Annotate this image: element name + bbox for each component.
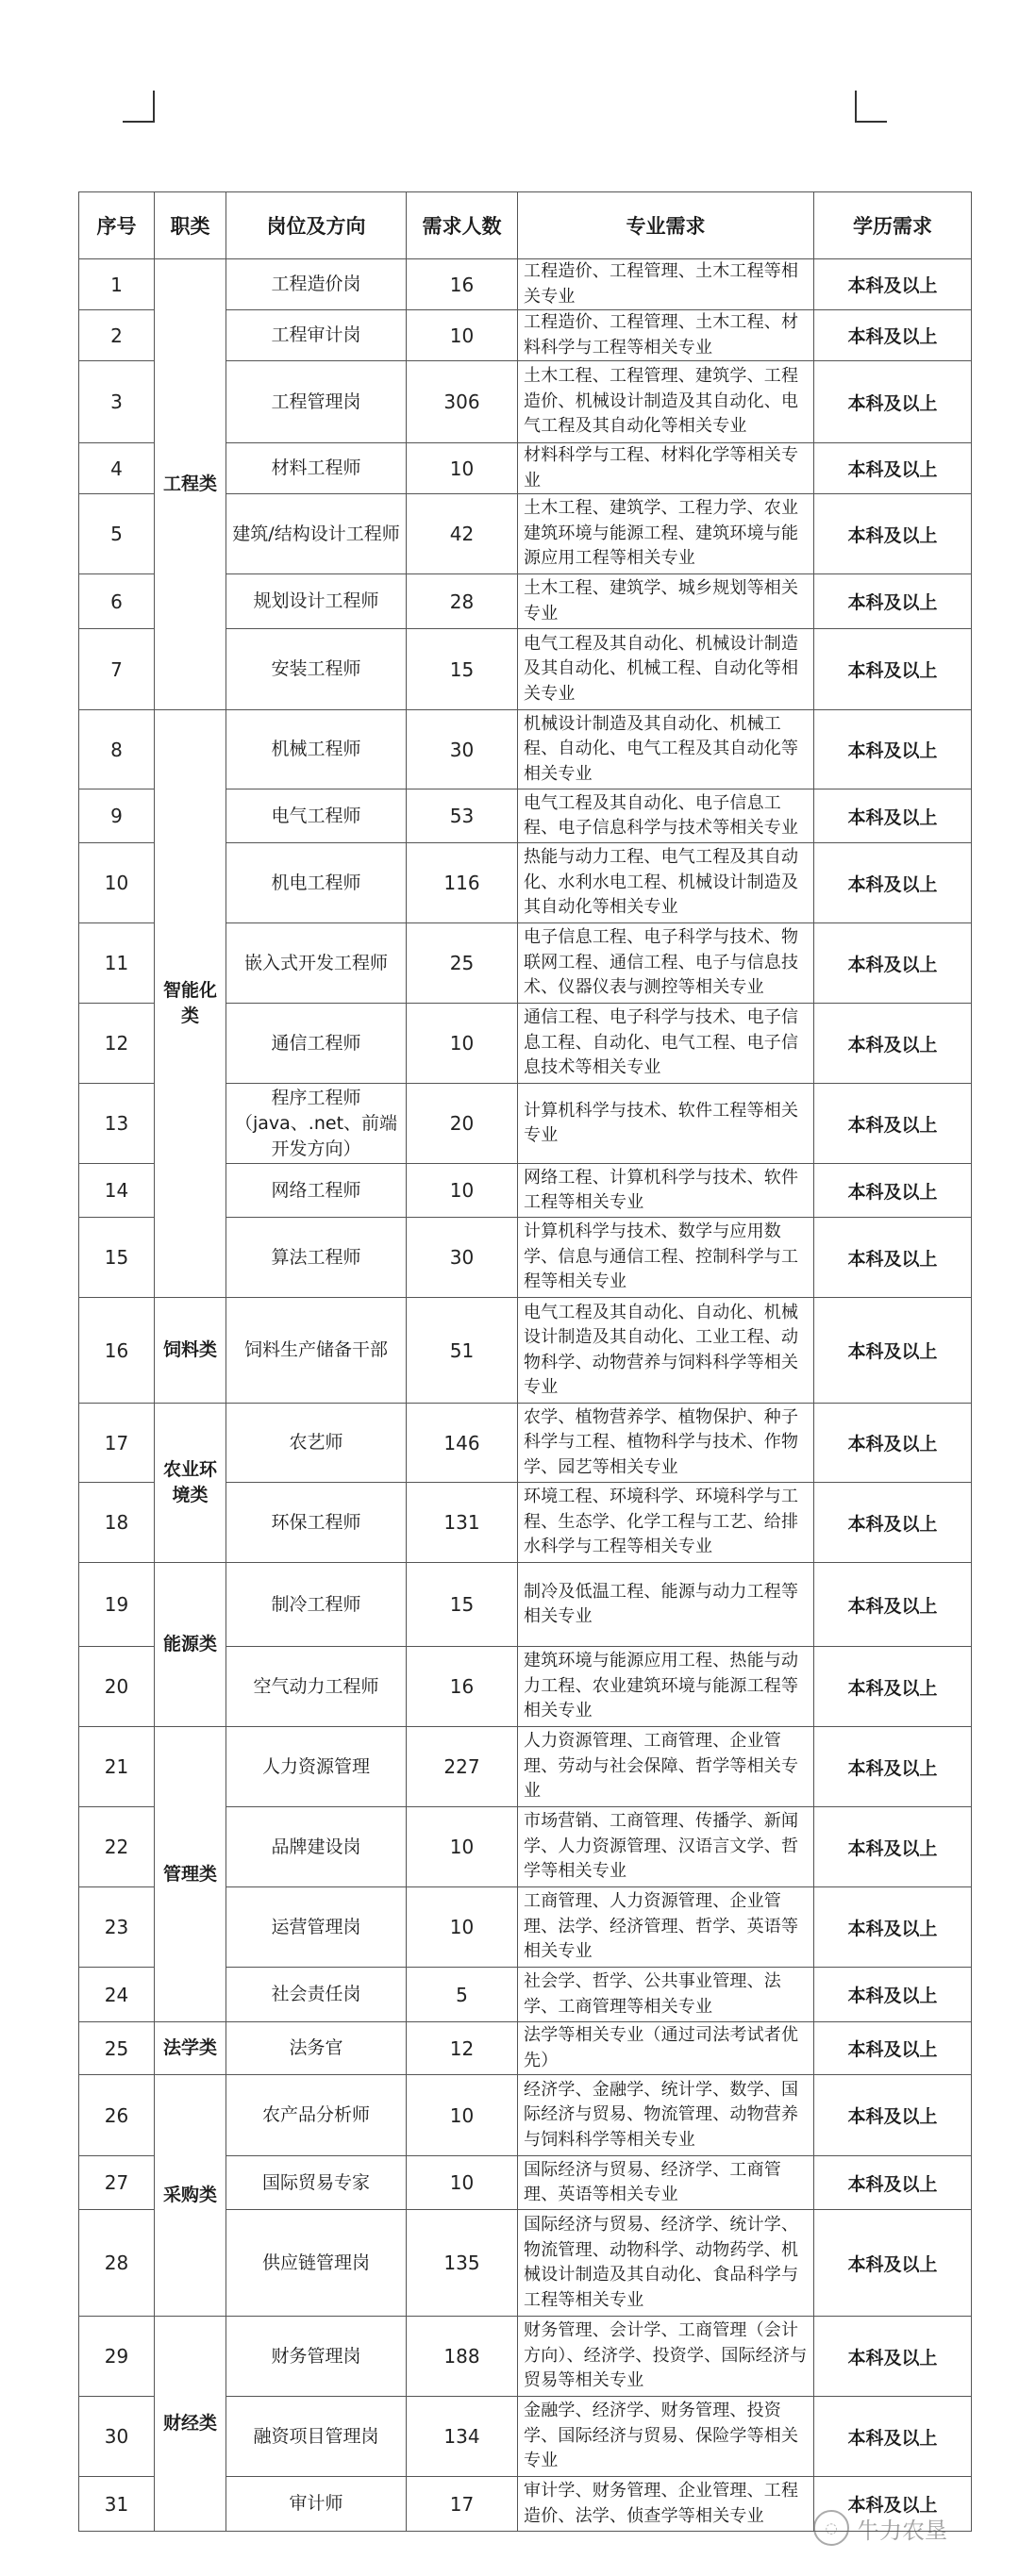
row-category: 采购类	[155, 2075, 226, 2317]
row-category: 管理类	[155, 1727, 226, 2022]
table-body	[79, 259, 972, 2532]
row-category: 农业环境类	[155, 1404, 226, 1563]
row-major: 工程造价、工程管理、土木工程等相关专业	[518, 259, 814, 310]
header-position: 岗位及方向	[226, 192, 407, 259]
row-major: 社会学、哲学、公共事业管理、法学、工商管理等相关专业	[518, 1968, 814, 2022]
row-major: 经济学、金融学、统计学、数学、国际经济与贸易、物流管理、动物营养与饲料科学等相关专业	[518, 2075, 814, 2156]
row-serial: 15	[79, 1218, 155, 1298]
row-position: 空气动力工程师	[226, 1647, 407, 1727]
row-serial: 26	[79, 2075, 155, 2156]
row-position: 安装工程师	[226, 629, 407, 710]
row-headcount: 10	[407, 1004, 518, 1084]
row-major: 电气工程及其自动化、机械设计制造及其自动化、机械工程、自动化等相关专业	[518, 629, 814, 710]
row-major: 法学等相关专业（通过司法考试者优先）	[518, 2022, 814, 2075]
row-serial: 19	[79, 1563, 155, 1647]
row-position: 工程管理岗	[226, 361, 407, 443]
row-headcount: 28	[407, 574, 518, 629]
row-major: 电子信息工程、电子科学与技术、物联网工程、通信工程、电子与信息技术、仪器仪表与测控等相关专业	[518, 923, 814, 1004]
row-major: 计算机科学与技术、数学与应用数学、信息与通信工程、控制科学与工程等相关专业	[518, 1218, 814, 1298]
row-position: 融资项目管理岗	[226, 2397, 407, 2477]
row-major: 材料科学与工程、材料化学等相关专业	[518, 443, 814, 494]
row-position: 国际贸易专家	[226, 2156, 407, 2210]
row-major: 计算机科学与技术、软件工程等相关专业	[518, 1084, 814, 1164]
row-major: 土木工程、建筑学、工程力学、农业建筑环境与能源工程、建筑环境与能源应用工程等相关专业	[518, 494, 814, 574]
table-row	[79, 710, 972, 789]
row-headcount: 134	[407, 2397, 518, 2477]
row-headcount: 25	[407, 923, 518, 1004]
row-headcount: 53	[407, 789, 518, 843]
row-headcount: 10	[407, 2075, 518, 2156]
row-education: 本科及以上	[814, 2477, 972, 2532]
recruitment-table	[78, 191, 972, 2532]
row-position: 法务官	[226, 2022, 407, 2075]
table-row	[79, 1563, 972, 1647]
row-serial: 1	[79, 259, 155, 310]
row-headcount: 15	[407, 629, 518, 710]
row-major: 电气工程及其自动化、电子信息工程、电子信息科学与技术等相关专业	[518, 789, 814, 843]
row-category: 能源类	[155, 1563, 226, 1727]
row-major: 环境工程、环境科学、环境科学与工程、生态学、化学工程与工艺、给排水科学与工程等相关专业	[518, 1483, 814, 1563]
row-position: 材料工程师	[226, 443, 407, 494]
row-headcount: 30	[407, 710, 518, 789]
row-education: 本科及以上	[814, 2075, 972, 2156]
row-serial: 16	[79, 1298, 155, 1404]
row-education: 本科及以上	[814, 2317, 972, 2397]
row-position: 供应链管理岗	[226, 2210, 407, 2317]
row-category: 智能化类	[155, 710, 226, 1298]
row-position: 算法工程师	[226, 1218, 407, 1298]
row-major: 建筑环境与能源应用工程、热能与动力工程、农业建筑环境与能源工程等相关专业	[518, 1647, 814, 1727]
row-position: 工程审计岗	[226, 310, 407, 361]
row-position: 社会责任岗	[226, 1968, 407, 2022]
row-education: 本科及以上	[814, 1483, 972, 1563]
row-major: 人力资源管理、工商管理、企业管理、劳动与社会保障、哲学等相关专业	[518, 1727, 814, 1807]
row-position: 制冷工程师	[226, 1563, 407, 1647]
row-headcount: 10	[407, 1887, 518, 1968]
table-row	[79, 1298, 972, 1404]
row-major: 金融学、经济学、财务管理、投资学、国际经济与贸易、保险学等相关专业	[518, 2397, 814, 2477]
row-serial: 14	[79, 1164, 155, 1218]
row-position: 工程造价岗	[226, 259, 407, 310]
table-header-row	[79, 192, 972, 259]
row-serial: 30	[79, 2397, 155, 2477]
row-education: 本科及以上	[814, 494, 972, 574]
row-serial: 17	[79, 1404, 155, 1483]
row-major: 农学、植物营养学、植物保护、种子科学与工程、植物科学与技术、作物学、园艺等相关专业	[518, 1404, 814, 1483]
row-category: 法学类	[155, 2022, 226, 2075]
row-headcount: 12	[407, 2022, 518, 2075]
row-education: 本科及以上	[814, 1218, 972, 1298]
row-position: 农艺师	[226, 1404, 407, 1483]
header-headcount: 需求人数	[407, 192, 518, 259]
header-category: 职类	[155, 192, 226, 259]
row-education: 本科及以上	[814, 843, 972, 923]
row-headcount: 135	[407, 2210, 518, 2317]
row-major: 土木工程、建筑学、城乡规划等相关专业	[518, 574, 814, 629]
row-serial: 10	[79, 843, 155, 923]
row-major: 机械设计制造及其自动化、机械工程、自动化、电气工程及其自动化等相关专业	[518, 710, 814, 789]
row-serial: 28	[79, 2210, 155, 2317]
row-education: 本科及以上	[814, 2022, 972, 2075]
row-serial: 27	[79, 2156, 155, 2210]
row-position: 环保工程师	[226, 1483, 407, 1563]
row-position: 建筑/结构设计工程师	[226, 494, 407, 574]
row-education: 本科及以上	[814, 1968, 972, 2022]
header-serial: 序号	[79, 192, 155, 259]
row-headcount: 10	[407, 443, 518, 494]
row-major: 土木工程、工程管理、建筑学、工程造价、机械设计制造及其自动化、电气工程及其自动化等相关专业	[518, 361, 814, 443]
table-row	[79, 259, 972, 310]
row-serial: 23	[79, 1887, 155, 1968]
row-headcount: 16	[407, 1647, 518, 1727]
row-headcount: 17	[407, 2477, 518, 2532]
row-major: 审计学、财务管理、企业管理、工程造价、法学、侦查学等相关专业	[518, 2477, 814, 2532]
row-headcount: 51	[407, 1298, 518, 1404]
row-serial: 22	[79, 1807, 155, 1887]
row-major: 工商管理、人力资源管理、企业管理、法学、经济管理、哲学、英语等相关专业	[518, 1887, 814, 1968]
table-row	[79, 1404, 972, 1483]
row-category: 工程类	[155, 259, 226, 710]
row-category: 财经类	[155, 2317, 226, 2532]
header-education: 学历需求	[814, 192, 972, 259]
row-education: 本科及以上	[814, 629, 972, 710]
row-serial: 4	[79, 443, 155, 494]
row-headcount: 20	[407, 1084, 518, 1164]
row-position: 品牌建设岗	[226, 1807, 407, 1887]
row-position: 通信工程师	[226, 1004, 407, 1084]
row-education: 本科及以上	[814, 1404, 972, 1483]
wechat-circle-icon: ◌	[813, 2510, 849, 2546]
row-position: 运营管理岗	[226, 1887, 407, 1968]
row-education: 本科及以上	[814, 2156, 972, 2210]
row-education: 本科及以上	[814, 1887, 972, 1968]
row-headcount: 227	[407, 1727, 518, 1807]
row-serial: 18	[79, 1483, 155, 1563]
row-serial: 20	[79, 1647, 155, 1727]
row-position: 农产品分析师	[226, 2075, 407, 2156]
crop-mark-top-left	[123, 91, 155, 123]
row-serial: 9	[79, 789, 155, 843]
row-major: 热能与动力工程、电气工程及其自动化、水利水电工程、机械设计制造及其自动化等相关专业	[518, 843, 814, 923]
table-row	[79, 2075, 972, 2156]
watermark-text: 牛力农垦	[857, 2517, 947, 2544]
row-education: 本科及以上	[814, 259, 972, 310]
row-major: 国际经济与贸易、经济学、统计学、物流管理、动物科学、动物药学、机械设计制造及其自动化、食品科学与工程等相关专业	[518, 2210, 814, 2317]
row-education: 本科及以上	[814, 710, 972, 789]
row-position: 程序工程师（java、.net、前端开发方向）	[226, 1084, 407, 1164]
row-serial: 21	[79, 1727, 155, 1807]
row-serial: 6	[79, 574, 155, 629]
row-education: 本科及以上	[814, 1727, 972, 1807]
row-major: 财务管理、会计学、工商管理（会计方向）、经济学、投资学、国际经济与贸易等相关专业	[518, 2317, 814, 2397]
row-headcount: 188	[407, 2317, 518, 2397]
row-education: 本科及以上	[814, 923, 972, 1004]
row-headcount: 116	[407, 843, 518, 923]
row-headcount: 146	[407, 1404, 518, 1483]
row-education: 本科及以上	[814, 1807, 972, 1887]
row-headcount: 5	[407, 1968, 518, 2022]
row-education: 本科及以上	[814, 310, 972, 361]
row-headcount: 306	[407, 361, 518, 443]
row-education: 本科及以上	[814, 574, 972, 629]
row-education: 本科及以上	[814, 443, 972, 494]
watermark	[813, 2507, 1002, 2549]
row-headcount: 30	[407, 1218, 518, 1298]
row-position: 网络工程师	[226, 1164, 407, 1218]
crop-mark-top-right	[855, 91, 887, 123]
header-major: 专业需求	[518, 192, 814, 259]
row-education: 本科及以上	[814, 789, 972, 843]
row-position: 财务管理岗	[226, 2317, 407, 2397]
row-major: 通信工程、电子科学与技术、电子信息工程、自动化、电气工程、电子信息技术等相关专业	[518, 1004, 814, 1084]
row-category: 饲料类	[155, 1298, 226, 1404]
table-row	[79, 2022, 972, 2075]
row-education: 本科及以上	[814, 1084, 972, 1164]
row-serial: 31	[79, 2477, 155, 2532]
row-serial: 29	[79, 2317, 155, 2397]
row-position: 人力资源管理	[226, 1727, 407, 1807]
row-headcount: 16	[407, 259, 518, 310]
row-major: 网络工程、计算机科学与技术、软件工程等相关专业	[518, 1164, 814, 1218]
row-education: 本科及以上	[814, 1298, 972, 1404]
row-major: 工程造价、工程管理、土木工程、材料科学与工程等相关专业	[518, 310, 814, 361]
row-serial: 11	[79, 923, 155, 1004]
row-serial: 13	[79, 1084, 155, 1164]
row-position: 机械工程师	[226, 710, 407, 789]
row-serial: 12	[79, 1004, 155, 1084]
row-headcount: 131	[407, 1483, 518, 1563]
row-education: 本科及以上	[814, 1647, 972, 1727]
row-serial: 25	[79, 2022, 155, 2075]
row-position: 规划设计工程师	[226, 574, 407, 629]
table-row	[79, 2317, 972, 2397]
row-major: 市场营销、工商管理、传播学、新闻学、人力资源管理、汉语言文学、哲学等相关专业	[518, 1807, 814, 1887]
row-serial: 5	[79, 494, 155, 574]
row-headcount: 15	[407, 1563, 518, 1647]
row-education: 本科及以上	[814, 1004, 972, 1084]
row-serial: 24	[79, 1968, 155, 2022]
row-headcount: 10	[407, 1164, 518, 1218]
row-serial: 3	[79, 361, 155, 443]
row-major: 电气工程及其自动化、自动化、机械设计制造及其自动化、工业工程、动物科学、动物营养与饲料科学等相关专业	[518, 1298, 814, 1404]
row-serial: 2	[79, 310, 155, 361]
row-position: 审计师	[226, 2477, 407, 2532]
row-position: 电气工程师	[226, 789, 407, 843]
row-position: 机电工程师	[226, 843, 407, 923]
row-education: 本科及以上	[814, 2397, 972, 2477]
row-serial: 8	[79, 710, 155, 789]
row-education: 本科及以上	[814, 1563, 972, 1647]
row-position: 饲料生产储备干部	[226, 1298, 407, 1404]
row-headcount: 10	[407, 310, 518, 361]
row-education: 本科及以上	[814, 1164, 972, 1218]
row-headcount: 10	[407, 1807, 518, 1887]
row-headcount: 42	[407, 494, 518, 574]
table-row	[79, 1727, 972, 1807]
row-major: 国际经济与贸易、经济学、工商管理、英语等相关专业	[518, 2156, 814, 2210]
row-major: 制冷及低温工程、能源与动力工程等相关专业	[518, 1563, 814, 1647]
row-serial: 7	[79, 629, 155, 710]
row-headcount: 10	[407, 2156, 518, 2210]
row-education: 本科及以上	[814, 361, 972, 443]
row-education: 本科及以上	[814, 2210, 972, 2317]
row-position: 嵌入式开发工程师	[226, 923, 407, 1004]
